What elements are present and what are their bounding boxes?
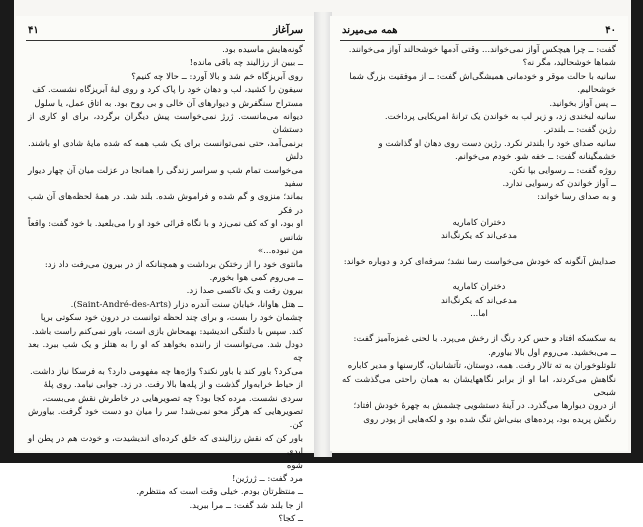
text-line: کند. سپس با دلتنگی اندیشید: بهمحاش بازی است، باور نمی‌کنم راست باشد.	[31, 326, 303, 337]
right-running-title: همه می‌میرند	[342, 25, 398, 36]
text-line: چشمان خود را بست، و برای چند لحظه توانست در درون خود سکوتی برپا	[40, 313, 303, 324]
text-line: روی آبریزگاه خم شد و بالا آورد: ــ حالا چه کنیم؟	[131, 71, 303, 82]
text-line: شماها خوشحالید، مگر نه؟	[522, 58, 616, 69]
text-line: سیفون را کشید، لب و دهان خود را پاک کرد و روی لبهٔ آبریزگاه نشست. کف	[32, 85, 303, 96]
text-line: گونه‌هایش ماسیده بود.	[222, 45, 303, 55]
scan-edge-left	[0, 0, 14, 463]
text-line: او بود، او که کف نمی‌زد و با نگاه قرائی خود او را می‌بلعید. با خود گفت: واقعاً شانس	[28, 219, 303, 243]
text-line: ــ می‌روم کمی هوا بخورم.	[209, 272, 303, 283]
text-line: رنگش پریده بود، پرده‌های بینی‌اش تنگ شده بود و لکه‌هایی از پودر روی	[363, 414, 616, 425]
text-line: سانیه صدای خود را بلندتر نکرد. رژین دست روی دهان او گذاشت و	[378, 138, 616, 149]
text-line: مرد گفت: ــ ژرژین!	[231, 474, 303, 484]
text-line: ــ منتظرتان بودم. خیلی وقت است که منتظرم.	[136, 487, 303, 498]
left-page	[16, 16, 315, 525]
text-line: بماند؛ منزوی و گم شده و فراموش شده. بلند شد. در همهٔ لحظه‌های آن شب در فکر	[28, 192, 303, 216]
poem-verse	[342, 217, 616, 244]
text-line: سانیه لبخندی زد، و زیر لب به خواندن یک ترانهٔ امریکایی پرداخت.	[384, 112, 616, 123]
text-line: شوه	[286, 460, 303, 471]
left-page-body	[28, 44, 303, 525]
text-line: سردی نشست. مرده کجا بود؟ چه تصویرهایی در خاطرش نقش می‌بست،	[42, 393, 303, 404]
text-line: مانتوی خود را از رختکن برداشت و همچنانکه از در بیرون می‌رفت داد زد:	[44, 259, 303, 270]
text-line: برنمی‌آمد، حتی نمی‌توانست برای یک شب همه که شده مایهٔ شادی او باشند. دلش	[28, 138, 303, 163]
text-line: رژین گفت: ــ بلندتر.	[543, 125, 616, 136]
scan-edge-right	[631, 0, 643, 463]
text-line: تصویرهایی که هرگز محو نمی‌شد! سر را میان دو دست خود گرفت. بیاورش کن.	[28, 406, 303, 431]
left-page-header	[26, 24, 305, 41]
text-line: مستراح سنگفرش و دیوارهای آن خالی و بی روح بود. به اتاق عمل، یا سلول	[34, 98, 303, 109]
text-line: و به صدای رسا خواند:	[537, 192, 616, 203]
text-line: سانیه با حالت موقر و خودمانی همیشگی‌اش گفت: ــ از موفقیت بزرگ شما	[349, 71, 616, 82]
poem-line: مدعی‌اند که یکرنگ‌اند	[440, 231, 518, 242]
text-line: ــ آواز خواندن که رسوایی ندارد.	[502, 179, 616, 190]
text-line: ــ بیین از رزالیند چه باقی مانده!	[189, 58, 303, 69]
text-line: می‌خواست تمام شب و سراسر زندگی را همانجا در عزلت میان آن چهار دیوار سفید	[28, 165, 303, 190]
right-page	[330, 16, 628, 451]
text-line: بیرون رفت و یک تاکسی صدا زد.	[186, 286, 303, 297]
text-line: از جا بلند شد گفت: ــ مرا ببرید.	[189, 500, 303, 511]
poem-verse	[342, 281, 616, 321]
text-line: دیوانه می‌مانست. ژرژ نمی‌خواست پیش دیگران برگردد، برای او کاری از دستشان	[28, 112, 303, 136]
poem-line: دختران کاماریه	[452, 282, 506, 293]
text-line: ــ می‌بخشید. می‌روم اول بالا بیاورم.	[488, 347, 616, 358]
text-line: به سکسکه افتاد و حس کرد رنگ از رخش می‌پرد. با لحنی غمزه‌آمیز گفت:	[353, 334, 616, 345]
text-line: باور کن که نقش رزالیندی که خلق کرده‌ای اندیشیدت، و خودت هم در پطن او ابدی	[28, 433, 303, 458]
text-line: ــ پس آواز بخوانید.	[549, 98, 616, 109]
right-page-body	[342, 44, 616, 447]
text-line: خوشحالیم.	[577, 85, 616, 96]
left-page-number: ۴۱	[28, 25, 39, 36]
left-running-title: سرآغاز	[273, 25, 303, 36]
poem-line: دختران کاماریه	[452, 217, 506, 228]
text-line: روژه گفت: ــ رسوایی بپا نکن.	[508, 165, 616, 176]
text-line: تلوتلوخوران به ته تالار رفت. همه، دوستان، تآتشانبان، گارسنها و مدیر کاباره	[347, 361, 616, 372]
text-line: صدایش آنگونه که خودش می‌خواست رسا نشد؛ سرفه‌ای کرد و دوباره خواند:	[343, 256, 616, 267]
text-line: خشمگینانه گفت: ــ خفه شو. خودم می‌خوانم.	[455, 152, 616, 163]
text-line: از درون دیوارها می‌گذرد. در آینهٔ دستشویی چشمش به چهرهٔ خودش افتاد؛	[353, 401, 616, 412]
text-line: از حیاط خرابه‌وار گذشت و از پله‌ها بالا رفت. در زد. جوابی نیامد. روی پلهٔ	[43, 380, 303, 391]
text-line: می‌کرد؟ باور کند یا باور نکند؟ واژه‌ها چه مفهومی دارد؟ به فرسکا نیاز داشت.	[29, 366, 303, 377]
text-line: ــ هتل هاوانا، خیابان سنت آندره دزار (Saint-André-des-Arts).	[70, 299, 303, 310]
text-line: من نبوده...»	[257, 246, 303, 257]
text-line: ــ کجا؟	[278, 514, 303, 525]
poem-line: اما...	[470, 308, 488, 319]
text-line: دودل شد. می‌توانست از راننده بخواهد که او را به هتلز و یک شب ببرد. بعد چه	[28, 339, 303, 364]
text-line: نگاهش می‌کردند، اما او از برابر نگاههایشان به همان راحتی می‌گذشت که شبحی	[342, 374, 616, 398]
right-page-header	[340, 24, 618, 41]
right-page-number: ۴۰	[605, 25, 616, 36]
text-line: گفت: ــ چرا هیچکس آواز نمی‌خواند... وقتی آدمها خوشحالند آواز می‌خوانند.	[348, 45, 616, 55]
poem-line: مدعی‌اند که یکرنگ‌اند	[440, 295, 518, 306]
